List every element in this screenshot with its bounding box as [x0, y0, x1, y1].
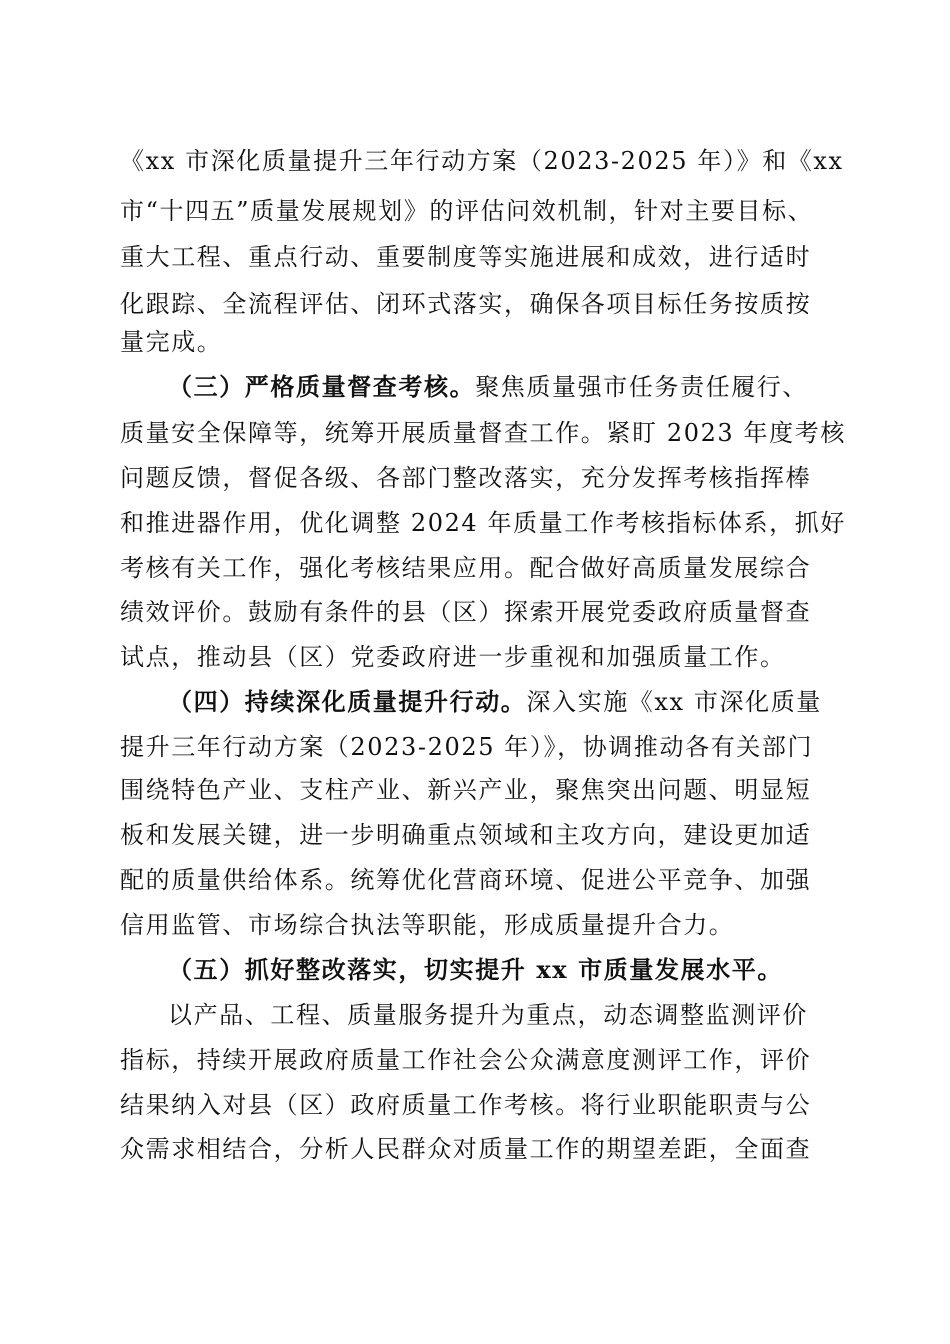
line-text: 聚焦质量强市任务责任履行、 [475, 373, 809, 401]
body-line-5 [120, 327, 222, 357]
line-text: 化跟踪、全流程评估、闭环式落实，确保各项目标任务按质按 [120, 290, 812, 318]
line-text: 提升三年行动方案（2023-2025 年）》，协调推动各有关部门 [120, 733, 814, 761]
section-three-first-line [168, 372, 808, 402]
line-text: 问题反馈，督促各级、各部门整改落实，充分发挥考核指挥棒 [120, 464, 812, 492]
body-line-23 [120, 1134, 811, 1164]
body-line-21 [120, 1045, 811, 1075]
section-four-first-line [168, 687, 822, 717]
body-line-7 [120, 418, 846, 448]
section-heading: （三）严格质量督查考核。 [168, 372, 476, 401]
body-line-3 [120, 242, 811, 272]
body-line-4 [120, 289, 811, 319]
body-line-1 [120, 146, 844, 176]
line-text: 信用监管、市场综合执法等职能，形成质量提升合力。 [120, 911, 735, 939]
section-five-heading [168, 955, 783, 985]
line-text: 试点，推动县（区）党委政府进一步重视和加强质量工作。 [120, 643, 786, 671]
line-text: 以产品、工程、质量服务提升为重点，动态调整监测评价 [168, 1001, 808, 1029]
body-line-8 [120, 463, 811, 493]
body-line-15 [120, 775, 811, 805]
line-text: 《xx 市深化质量提升三年行动方案（2023-2025 年）》和《xx [120, 147, 844, 175]
body-line-10 [120, 553, 811, 583]
line-text: 绩效评价。鼓励有条件的县（区）探索开展党委政府质量督查 [120, 598, 812, 626]
body-line-11 [120, 597, 811, 627]
body-line-16 [120, 820, 811, 850]
section-heading: （四）持续深化质量提升行动。 [168, 687, 527, 716]
line-text: 结果纳入对县（区）政府质量工作考核。将行业职能职责与公 [120, 1091, 812, 1119]
section-heading: （五）抓好整改落实，切实提升 xx 市质量发展水平。 [168, 955, 783, 984]
line-text: 市“十四五”质量发展规划》的评估问效机制，针对主要目标、 [120, 197, 814, 225]
body-line-17 [120, 865, 811, 895]
line-text: 深入实施《xx 市深化质量 [526, 688, 822, 716]
line-text: 和推进器作用，优化调整 2024 年质量工作考核指标体系，抓好 [120, 509, 846, 537]
line-text: 配的质量供给体系。统筹优化营商环境、促进公平竞争、加强 [120, 866, 812, 894]
line-text: 量完成。 [120, 328, 223, 356]
body-line-22 [120, 1090, 811, 1120]
line-text: 质量安全保障等，统筹开展质量督查工作。紧盯 2023 年度考核 [120, 419, 846, 447]
line-text: 重大工程、重点行动、重要制度等实施进展和成效，进行适时 [120, 243, 812, 271]
body-line-18 [120, 910, 734, 940]
body-line-20 [168, 1000, 808, 1030]
line-text: 众需求相结合，分析人民群众对质量工作的期望差距，全面查 [120, 1135, 812, 1163]
body-line-9 [120, 508, 846, 538]
line-text: 围绕特色产业、支柱产业、新兴产业，聚焦突出问题、明显短 [120, 776, 812, 804]
line-text: 考核有关工作，强化考核结果应用。配合做好高质量发展综合 [120, 554, 812, 582]
body-line-2 [120, 196, 813, 226]
line-text: 指标，持续开展政府质量工作社会公众满意度测评工作，评价 [120, 1046, 812, 1074]
line-text: 板和发展关键，进一步明确重点领域和主攻方向，建设更加适 [120, 821, 812, 849]
body-line-14 [120, 732, 813, 762]
body-line-12 [120, 642, 786, 672]
